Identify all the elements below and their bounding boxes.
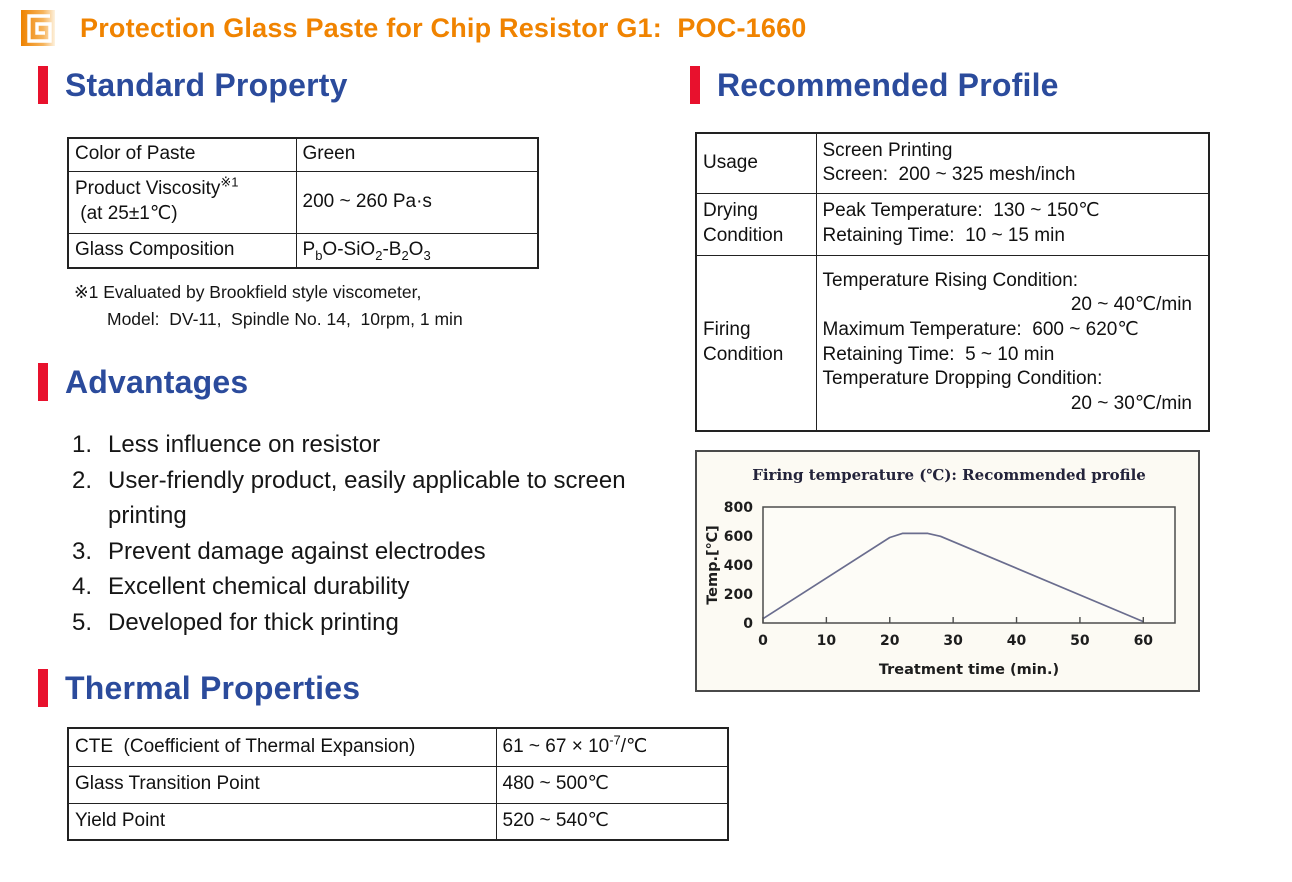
firing-profile-plot bbox=[697, 452, 1198, 690]
condition-label-cell bbox=[696, 255, 816, 431]
condition-line: Maximum Temperature: 600 ~ 620℃ bbox=[822, 319, 1139, 341]
condition-label: Condition bbox=[703, 225, 784, 246]
y-axis-label: Temp.[℃] bbox=[705, 525, 721, 605]
property-label-cell bbox=[68, 171, 296, 233]
property-value-cell bbox=[496, 766, 728, 803]
list-item-number: 5. bbox=[72, 608, 93, 636]
list-item-number: 3. bbox=[72, 537, 93, 565]
x-tick-label: 40 bbox=[1006, 633, 1027, 649]
doc-header bbox=[20, 8, 807, 48]
list-item-text: Less influence on resistor bbox=[108, 431, 381, 458]
viscometer-footnote bbox=[74, 279, 463, 333]
condition-value-cell bbox=[816, 193, 1209, 255]
y-tick-label: 200 bbox=[723, 587, 753, 603]
recommended-profile-table bbox=[695, 132, 1210, 432]
condition-label: Drying bbox=[703, 200, 758, 222]
property-value: Green bbox=[302, 143, 356, 165]
property-value-cell bbox=[296, 171, 538, 233]
section-title: Advantages bbox=[65, 363, 249, 400]
property-value-cell bbox=[496, 728, 728, 766]
table-row bbox=[68, 138, 538, 171]
chart-title: Firing temperature (℃): Recommended profile bbox=[752, 466, 1146, 484]
list-item bbox=[72, 569, 652, 605]
property-label-line2: (at 25±1℃) bbox=[75, 203, 178, 224]
plot-area bbox=[763, 507, 1175, 623]
condition-line: Retaining Time: 5 ~ 10 min bbox=[822, 343, 1055, 365]
y-tick-label: 600 bbox=[723, 529, 753, 545]
property-label: Glass Transition Point bbox=[75, 773, 260, 795]
list-item bbox=[72, 534, 652, 570]
company-logo-icon bbox=[20, 8, 58, 48]
list-item bbox=[72, 605, 652, 641]
section-accent-bar bbox=[38, 363, 48, 401]
condition-line: 20 ~ 40℃/min bbox=[1070, 294, 1192, 316]
table-row bbox=[68, 171, 538, 233]
property-value-cell bbox=[296, 233, 538, 268]
x-tick-label: 10 bbox=[816, 633, 837, 649]
property-value: 480 ~ 500℃ bbox=[502, 773, 609, 795]
list-item-number: 2. bbox=[72, 466, 93, 494]
section-title: Recommended Profile bbox=[717, 66, 1059, 103]
condition-line: 20 ~ 30℃/min bbox=[1070, 393, 1192, 415]
list-item-text: Developed for thick printing bbox=[108, 608, 399, 636]
condition-value-cell bbox=[816, 255, 1209, 431]
property-label-cell bbox=[68, 728, 496, 766]
property-value: 200 ~ 260 Pa·s bbox=[302, 190, 432, 212]
condition-value-cell bbox=[816, 133, 1209, 193]
x-tick-label: 50 bbox=[1070, 633, 1090, 649]
list-item-number: 4. bbox=[72, 573, 93, 600]
section-standard-property bbox=[38, 66, 348, 104]
condition-line: Screen: 200 ~ 325 mesh/inch bbox=[822, 164, 1076, 186]
property-value: 520 ~ 540℃ bbox=[502, 809, 609, 831]
section-accent-bar bbox=[690, 66, 700, 104]
list-item-text: Prevent damage against electrodes bbox=[108, 537, 486, 565]
table-row bbox=[68, 803, 728, 840]
section-accent-bar bbox=[38, 66, 48, 104]
x-tick-label: 30 bbox=[943, 633, 963, 649]
condition-label: Usage bbox=[703, 151, 758, 173]
x-tick-label: 20 bbox=[880, 633, 900, 649]
condition-line: Screen Printing bbox=[822, 139, 953, 161]
table-row bbox=[696, 193, 1209, 255]
condition-line: Peak Temperature: 130 ~ 150℃ bbox=[822, 200, 1100, 222]
thermal-properties-table bbox=[67, 727, 729, 841]
y-tick-label: 0 bbox=[743, 616, 753, 632]
property-value-cell bbox=[296, 138, 538, 171]
property-label: Color of Paste bbox=[75, 143, 196, 165]
property-label: CTE (Coefficient of Thermal Expansion) bbox=[75, 735, 416, 757]
advantages-list bbox=[72, 427, 652, 640]
firing-profile-chart bbox=[695, 450, 1200, 692]
condition-label: Condition bbox=[703, 343, 784, 365]
section-thermal-properties bbox=[38, 669, 360, 707]
property-label: Yield Point bbox=[75, 809, 166, 831]
condition-label-cell bbox=[696, 133, 816, 193]
section-recommended-profile bbox=[690, 66, 1059, 104]
x-tick-label: 0 bbox=[758, 633, 768, 649]
condition-label-cell bbox=[696, 193, 816, 255]
table-row bbox=[68, 728, 728, 766]
footnote-mark: ※1 bbox=[220, 174, 239, 190]
property-value-cell bbox=[496, 803, 728, 840]
section-title: Standard Property bbox=[65, 66, 348, 103]
property-label-cell bbox=[68, 233, 296, 268]
list-item-text: Excellent chemical durability bbox=[108, 573, 410, 600]
page-title: Protection Glass Paste for Chip Resistor G1: POC-1660 bbox=[80, 12, 807, 43]
property-label-cell bbox=[68, 138, 296, 171]
section-accent-bar bbox=[38, 669, 48, 707]
property-label-cell bbox=[68, 803, 496, 840]
condition-label: Firing bbox=[703, 319, 751, 341]
footnote-line: ※1 Evaluated by Brookfield style viscometer, bbox=[74, 282, 422, 302]
property-label: Product Viscosity$^{※1}$ bbox=[75, 174, 239, 200]
y-tick-label: 400 bbox=[723, 558, 753, 574]
y-tick-label: 800 bbox=[723, 500, 753, 516]
table-row bbox=[68, 233, 538, 268]
property-label: Glass Composition bbox=[75, 238, 235, 260]
list-item-text: User-friendly product, easily applicable to screen printing bbox=[108, 466, 633, 529]
condition-line: Temperature Rising Condition: bbox=[822, 269, 1079, 291]
property-value: 61 ~ $67 \times 10^{-7}/℃$ bbox=[502, 732, 648, 757]
property-label-cell bbox=[68, 766, 496, 803]
section-title: Thermal Properties bbox=[65, 669, 361, 706]
footnote-line: Model: DV-11, Spindle No. 14, 10rpm, 1 min bbox=[107, 309, 463, 329]
table-row bbox=[696, 255, 1209, 431]
list-item-number: 1. bbox=[72, 431, 93, 458]
standard-property-table bbox=[67, 137, 539, 269]
list-item bbox=[72, 427, 652, 463]
table-row bbox=[68, 766, 728, 803]
section-advantages bbox=[38, 363, 248, 401]
list-item bbox=[72, 463, 652, 534]
x-axis-label: Treatment time (min.) bbox=[878, 662, 1060, 678]
table-row bbox=[696, 133, 1209, 193]
condition-line: Temperature Dropping Condition: bbox=[822, 368, 1103, 390]
chemical-formula: $P_bO-SiO_2-B_2O_3$ bbox=[302, 238, 431, 263]
condition-line: Retaining Time: 10 ~ 15 min bbox=[822, 225, 1065, 246]
x-tick-label: 60 bbox=[1133, 633, 1154, 649]
